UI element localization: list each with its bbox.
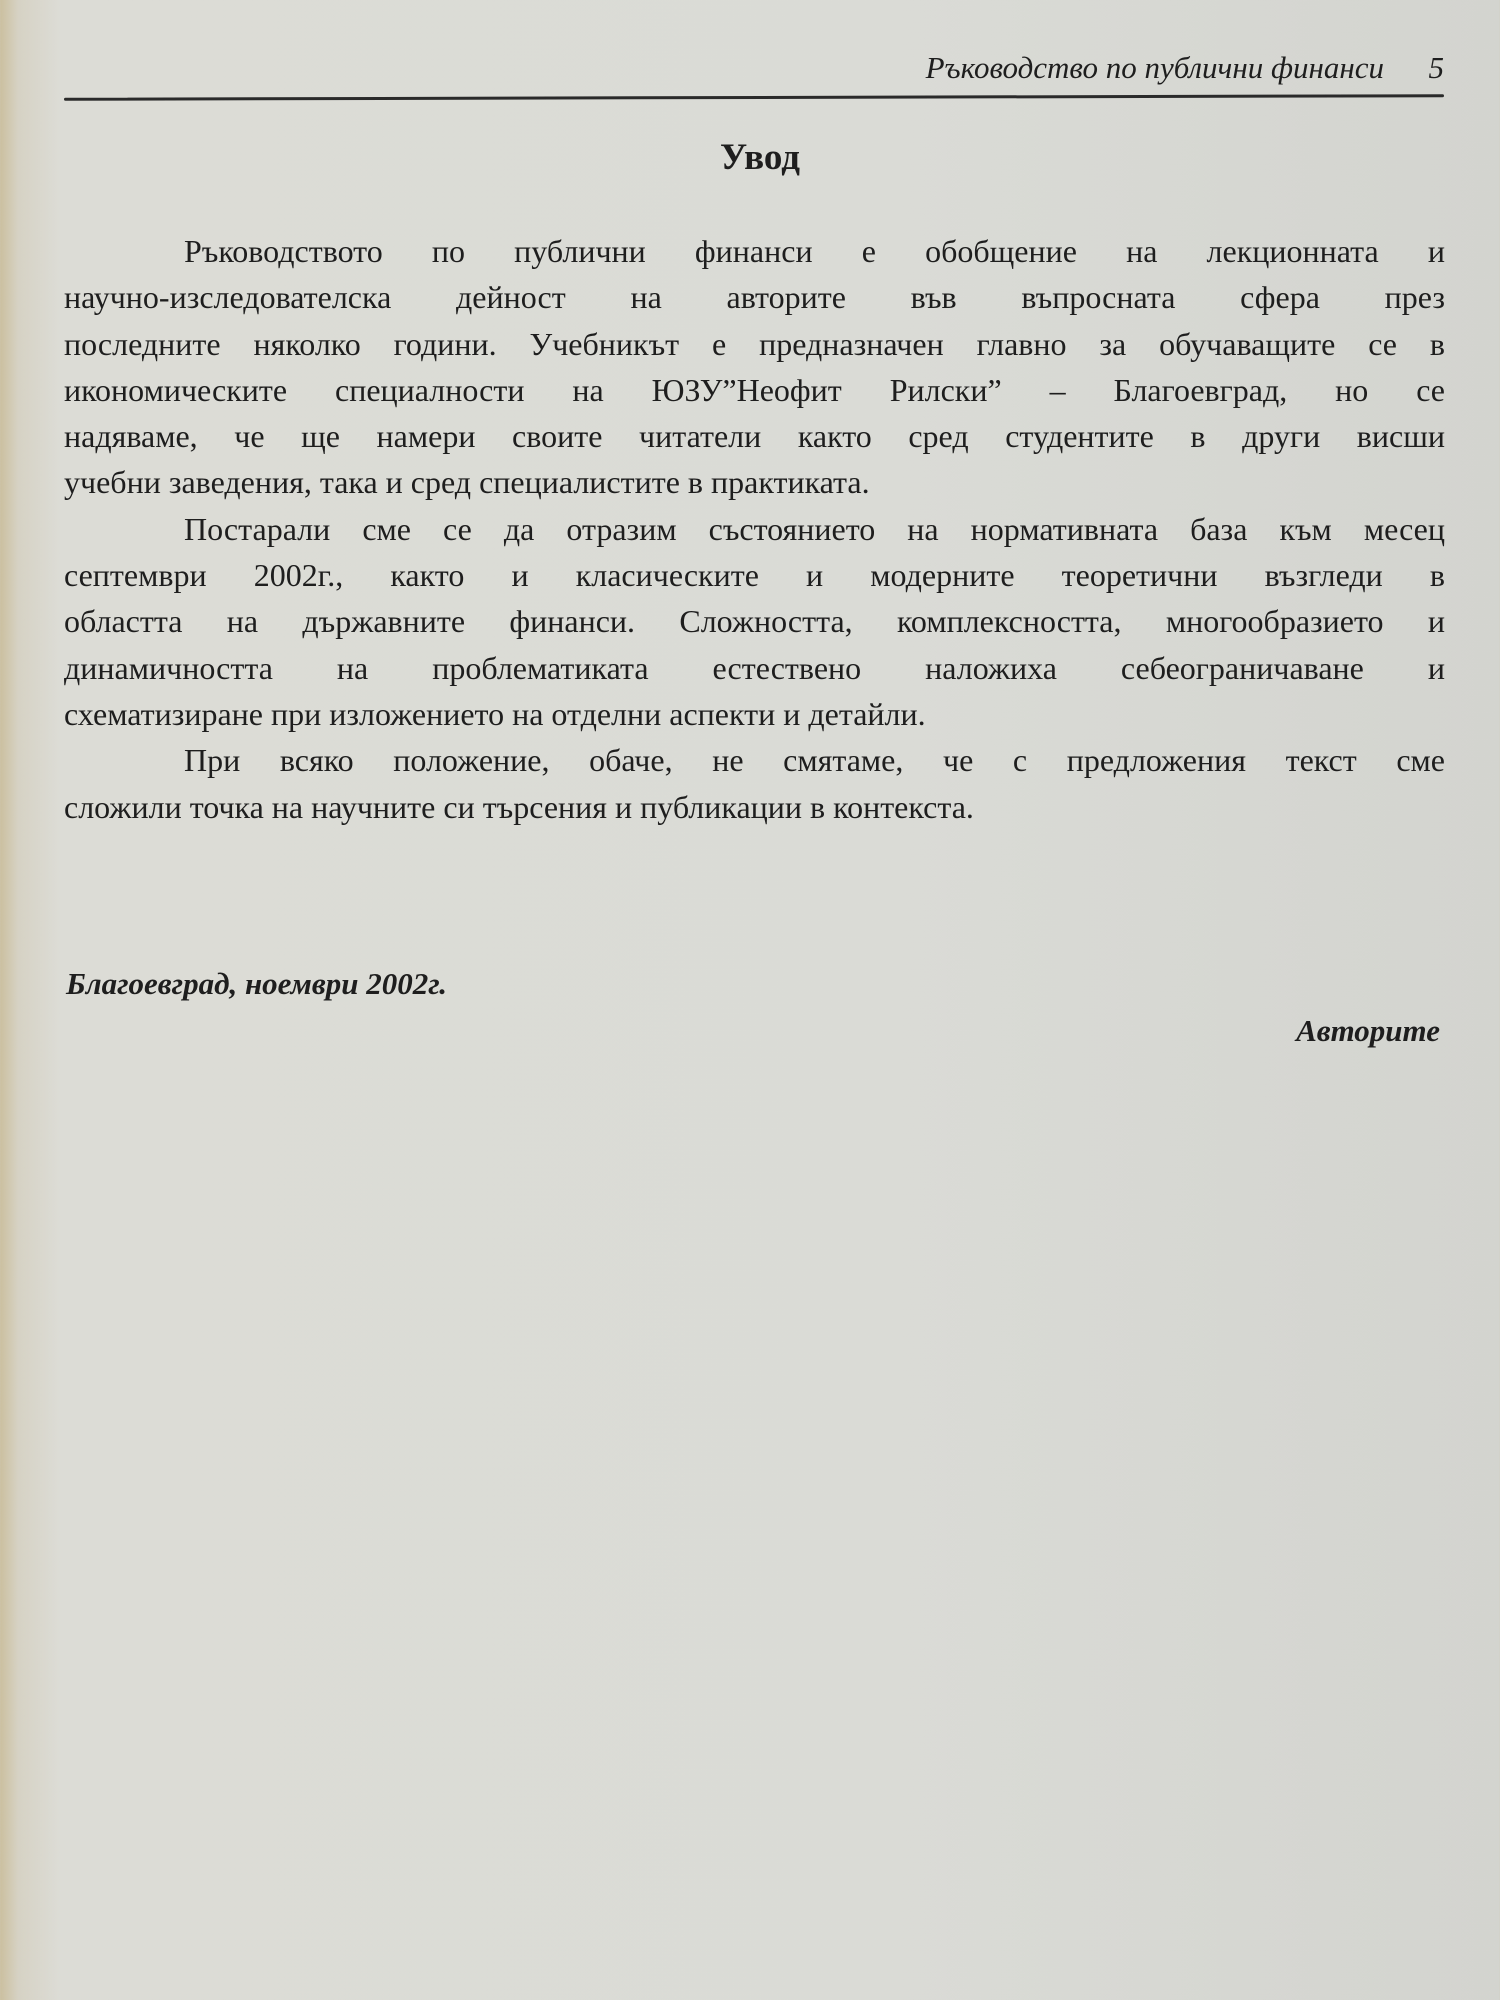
text-line: динамичността на проблематиката естествено наложиха себеограничаване и bbox=[64, 649, 1445, 686]
text-line: научно-изследователска дейност на авторите във въпросната сфера през bbox=[64, 279, 1445, 316]
text-line: последните няколко години. Учебникът е предназначен главно за обучаващите се в bbox=[64, 325, 1445, 362]
place-date: Благоевград, ноември 2002г. bbox=[66, 966, 448, 1001]
text-line: септември 2002г., както и класическите и модерните теоретични възгледи в bbox=[64, 557, 1445, 594]
text-line: сложили точка на научните си търсения и публикации в контекста. bbox=[64, 788, 974, 825]
text-line: учебни заведения, така и сред специалистите в практиката. bbox=[64, 464, 870, 501]
text-line: Ръководството по публични финанси е обобщение на лекционната и bbox=[184, 233, 1445, 269]
running-title: Ръководство по публични финанси bbox=[925, 50, 1384, 85]
text-line: При всяко положение, обаче, не смятаме, че с предложения текст сме bbox=[184, 742, 1445, 779]
text-line: схематизиране при изложението на отделни аспекти и детайли. bbox=[64, 695, 926, 732]
body-text bbox=[64, 228, 1445, 830]
text-line: икономическите специалности на ЮЗУ”Неофит Рилски” – Благоевград, но се bbox=[64, 371, 1445, 408]
page-number: 5 bbox=[1428, 50, 1444, 85]
header-rule bbox=[64, 94, 1444, 101]
text-line: областта на държавните финанси. Сложността, комплексността, многообразието и bbox=[64, 603, 1445, 640]
text-line: Постарали сме се да отразим състоянието на нормативната база към месец bbox=[184, 510, 1445, 547]
paragraph-2 bbox=[64, 506, 1445, 737]
chapter-title: Увод bbox=[720, 137, 800, 178]
paragraph-1 bbox=[64, 228, 1445, 506]
text-line: надяваме, че ще намери своите читатели както сред студентите в други висши bbox=[64, 418, 1445, 455]
paragraph-3 bbox=[64, 737, 1445, 830]
running-header bbox=[64, 46, 1444, 94]
authors-signature: Авторите bbox=[1296, 1013, 1440, 1048]
